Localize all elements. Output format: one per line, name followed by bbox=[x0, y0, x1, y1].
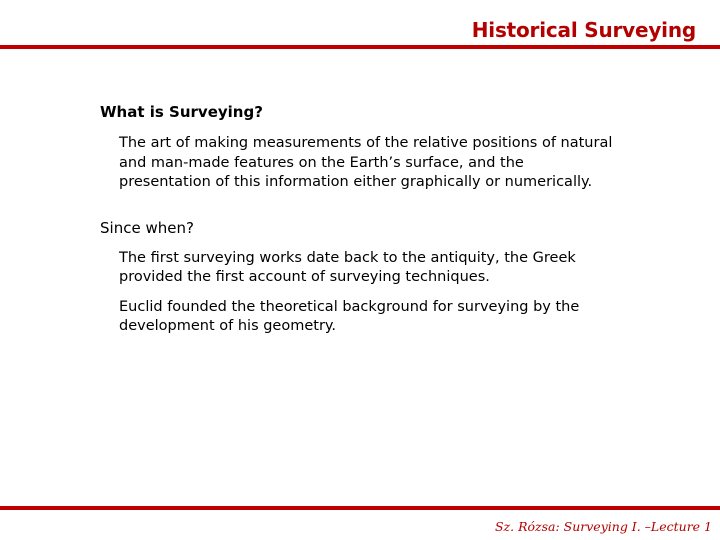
section-heading-what-is-surveying: What is Surveying? bbox=[100, 103, 263, 121]
slide-content bbox=[100, 102, 620, 337]
top-divider bbox=[0, 45, 720, 49]
section-heading-since-when: Since when? bbox=[100, 218, 194, 237]
history-paragraph-euclid: Euclid founded the theoretical background for surveying by the development of his geometry. bbox=[119, 298, 580, 334]
definition-paragraph: The art of making measurements of the relative positions of natural and man-made features on the Earth’s surface, and the presentation of this information either graphically or numerically. bbox=[119, 135, 613, 190]
bottom-divider bbox=[0, 506, 720, 510]
footer-credit: Sz. Rózsa: Surveying I. –Lecture 1 bbox=[494, 519, 712, 534]
history-paragraph-greek: The first surveying works date back to the antiquity, the Greek provided the first account of surveying techniques. bbox=[119, 249, 576, 285]
slide-title: Historical Surveying bbox=[471, 18, 696, 42]
